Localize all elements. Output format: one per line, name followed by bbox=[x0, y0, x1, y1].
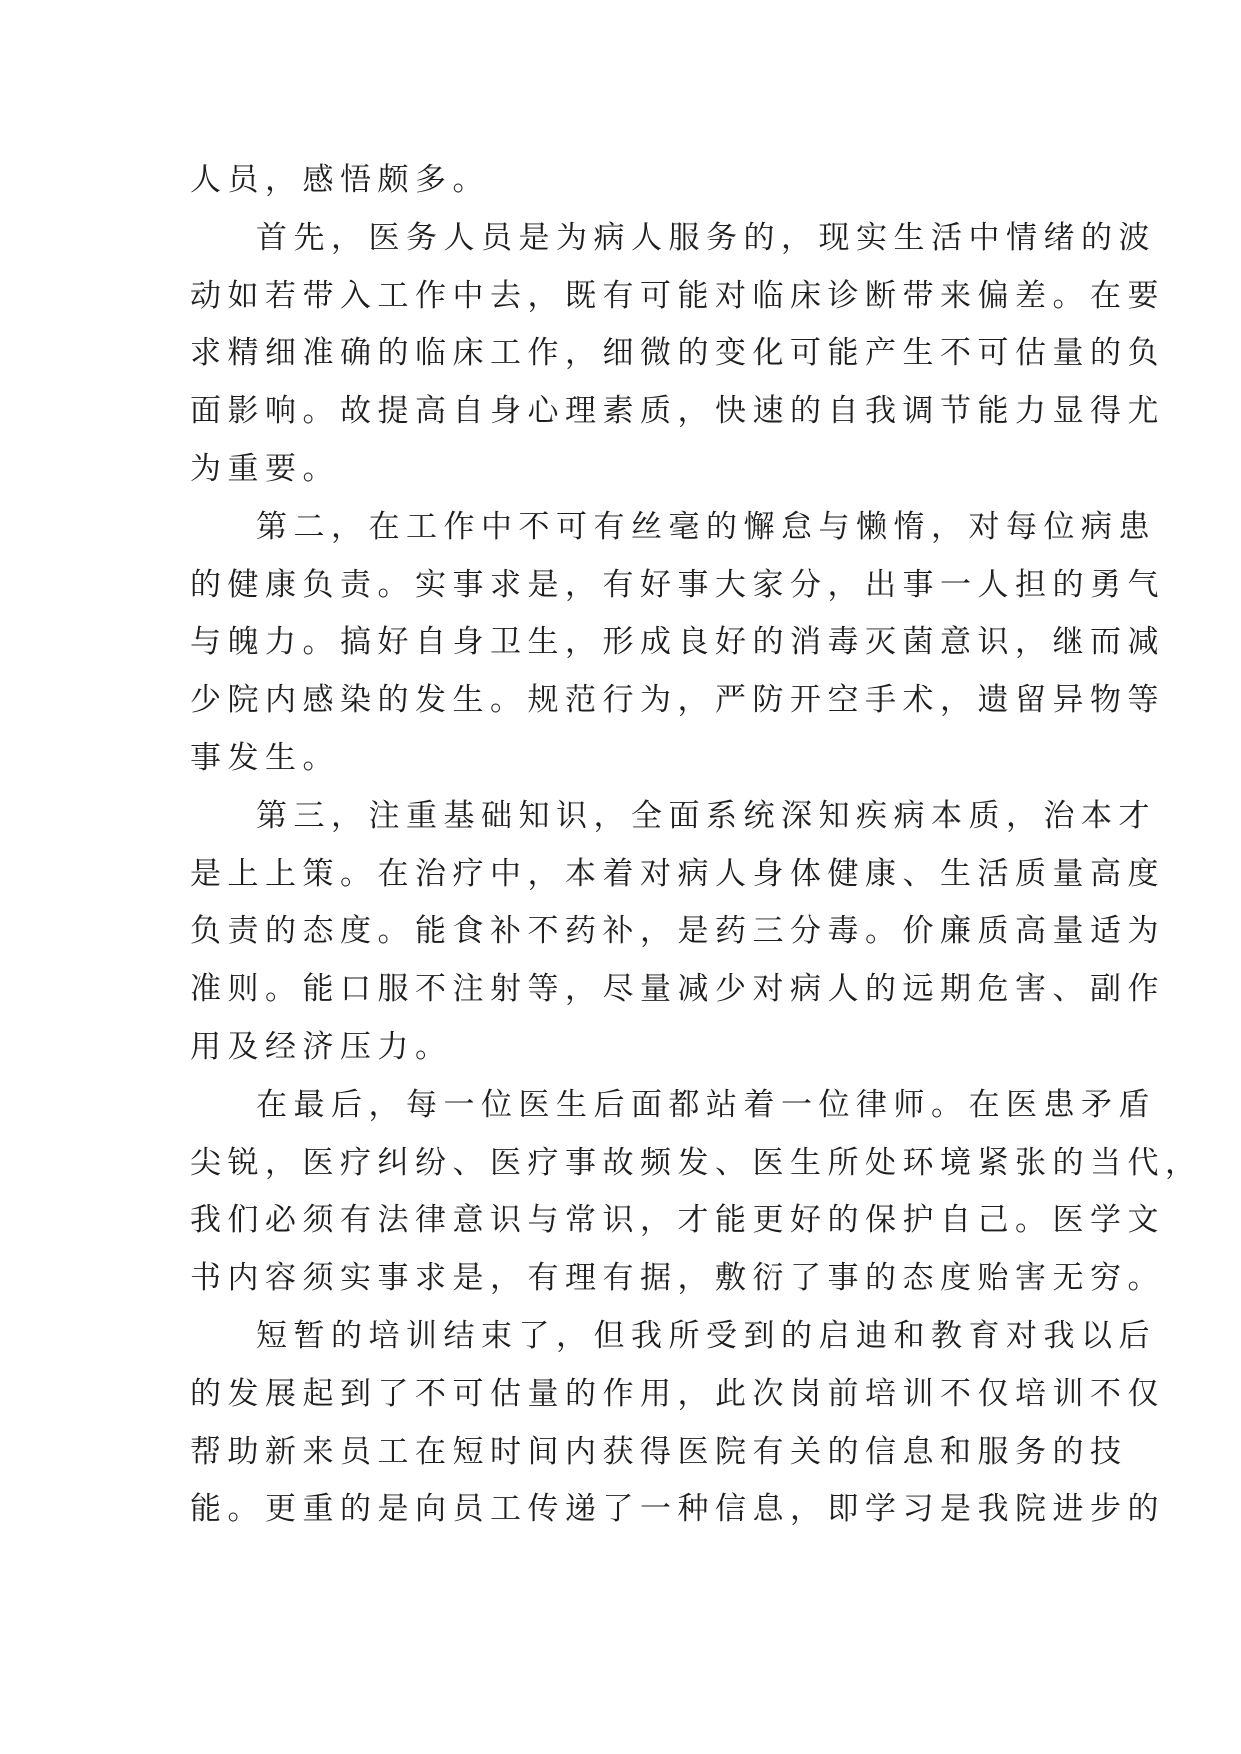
text-line: 求精细准确的临床工作，细微的变化可能产生不可估量的负 bbox=[190, 335, 1165, 372]
text-line: 是上上策。在治疗中，本着对病人身体健康、生活质量高度 bbox=[190, 855, 1165, 892]
text-line: 尖锐，医疗纠纷、医疗事故频发、医生所处环境紧张的当代， bbox=[190, 1144, 1203, 1181]
text-line: 书内容须实事求是，有理有据，敷衍了事的态度贻害无穷。 bbox=[190, 1260, 1165, 1297]
document-body bbox=[190, 152, 1203, 1539]
text-line: 能。更重的是向员工传递了一种信息，即学习是我院进步的 bbox=[190, 1491, 1165, 1528]
text-line: 第二，在工作中不可有丝毫的懈怠与懒惰，对每位病患 bbox=[256, 508, 1156, 545]
text-line: 人员，感悟颇多。 bbox=[190, 162, 490, 198]
text-line: 事发生。 bbox=[190, 739, 340, 776]
text-line: 准则。能口服不注射等，尽量减少对病人的远期危害、副作 bbox=[190, 971, 1165, 1008]
text-line: 首先，医务人员是为病人服务的，现实生活中情绪的波 bbox=[256, 219, 1156, 256]
text-line: 的健康负责。实事求是，有好事大家分，出事一人担的勇气 bbox=[190, 566, 1165, 603]
text-line: 动如若带入工作中去，既有可能对临床诊断带来偏差。在要 bbox=[190, 277, 1165, 314]
text-line: 少院内感染的发生。规范行为，严防开空手术，遗留异物等 bbox=[190, 682, 1165, 719]
text-line: 在最后，每一位医生后面都站着一位律师。在医患矛盾 bbox=[256, 1086, 1156, 1123]
text-line: 为重要。 bbox=[190, 450, 340, 487]
text-line: 面影响。故提高自身心理素质，快速的自我调节能力显得尤 bbox=[190, 393, 1165, 430]
text-line: 第三，注重基础知识，全面系统深知疾病本质，治本才 bbox=[256, 797, 1156, 834]
text-line: 的发展起到了不可估量的作用，此次岗前培训不仅培训不仅 bbox=[190, 1375, 1165, 1412]
text-line: 帮助新来员工在短时间内获得医院有关的信息和服务的技 bbox=[190, 1433, 1128, 1470]
text-line: 与魄力。搞好自身卫生，形成良好的消毒灭菌意识，继而减 bbox=[190, 624, 1165, 661]
text-line: 用及经济压力。 bbox=[190, 1028, 453, 1065]
text-line: 负责的态度。能食补不药补，是药三分毒。价廉质高量适为 bbox=[190, 913, 1165, 950]
text-line: 我们必须有法律意识与常识，才能更好的保护自己。医学文 bbox=[190, 1202, 1165, 1239]
text-line: 短暂的培训结束了，但我所受到的启迪和教育对我以后 bbox=[256, 1317, 1156, 1354]
